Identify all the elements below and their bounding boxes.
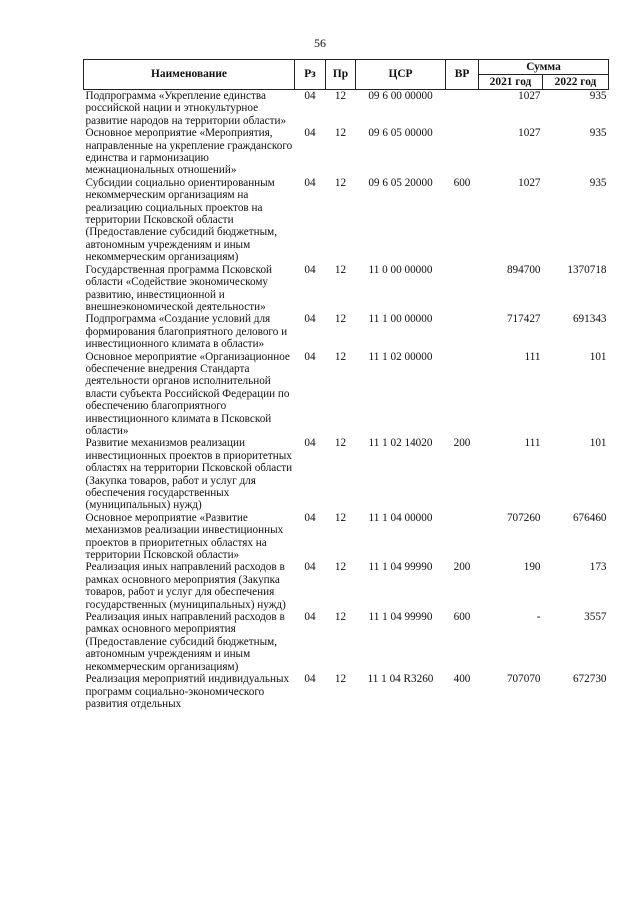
row-sum-2022: 691343 xyxy=(572,313,607,326)
row-sum-2022: 101 xyxy=(589,350,607,363)
row-rz: 04 xyxy=(304,611,316,624)
row-name: Основное мероприятие «Развитие механизмов реализации инвестиционных проектов в приоритетных областях на территории Псковской области» xyxy=(85,511,284,562)
table-row xyxy=(84,313,609,350)
row-csr: 09 6 05 20000 xyxy=(368,176,433,189)
header-pr: Пр xyxy=(326,60,356,90)
row-vr xyxy=(446,313,479,350)
header-csr: ЦСР xyxy=(356,60,446,90)
row-pr: 12 xyxy=(334,176,347,189)
row-sum-2022: 676460 xyxy=(572,511,607,524)
table-row xyxy=(84,673,609,710)
row-sum-2021: 1027 xyxy=(518,90,541,102)
header-rz: Рз xyxy=(295,60,326,90)
row-vr: 200 xyxy=(453,437,471,450)
table-row xyxy=(84,177,609,264)
row-vr xyxy=(446,90,479,128)
row-sum-2021: 707260 xyxy=(506,511,541,524)
row-pr: 12 xyxy=(334,437,347,450)
row-vr: 600 xyxy=(453,176,471,189)
row-sum-2021: 111 xyxy=(524,437,541,450)
header-year-2021: 2021 год xyxy=(479,75,543,90)
row-pr: 12 xyxy=(334,611,347,624)
row-sum-2021: 111 xyxy=(524,350,541,363)
row-sum-2022: 935 xyxy=(589,90,607,102)
table-row xyxy=(84,561,609,611)
row-sum-2021: 1027 xyxy=(518,176,541,189)
row-vr xyxy=(446,351,479,438)
row-rz: 04 xyxy=(304,263,316,276)
row-vr: 600 xyxy=(453,611,471,624)
row-rz: 04 xyxy=(304,127,316,140)
row-pr: 12 xyxy=(334,263,347,276)
row-sum-2022: 935 xyxy=(589,176,607,189)
row-csr: 11 1 02 14020 xyxy=(368,437,433,450)
row-sum-2022: 3557 xyxy=(584,611,607,624)
row-rz: 04 xyxy=(304,561,316,574)
row-sum-2022: 672730 xyxy=(572,673,607,686)
row-pr: 12 xyxy=(334,350,347,363)
row-vr xyxy=(446,264,479,314)
row-rz: 04 xyxy=(304,673,316,686)
row-rz: 04 xyxy=(304,90,316,102)
row-pr: 12 xyxy=(334,313,347,326)
row-sum-2021: 894700 xyxy=(506,263,541,276)
row-name: Основное мероприятие «Мероприятия, направленные на укрепление гражданского единства и гармонизацию межнациональных отношений» xyxy=(85,127,293,177)
page-number: 56 xyxy=(314,36,326,50)
row-pr: 12 xyxy=(334,561,347,574)
row-sum-2021: 190 xyxy=(523,561,541,574)
row-csr: 11 1 00 00000 xyxy=(368,313,433,326)
table-row xyxy=(84,90,609,128)
row-vr xyxy=(446,127,479,177)
row-rz: 04 xyxy=(304,511,316,524)
row-name: Развитие механизмов реализации инвестиционных проектов в приоритетных областях на территории Псковской области (Закупка товаров, работ и услуг для обеспечения государственных (муниципальных) нужд) xyxy=(85,437,293,512)
row-sum-2021: 707070 xyxy=(506,673,541,686)
row-name: Субсидии социально ориентированным некоммерческим организациям на реализацию социальных проектов на территории Псковской области (Предоставление субсидий бюджетным, автономным учреждениям и иным некоммерческим организациям) xyxy=(85,176,278,264)
row-vr: 400 xyxy=(453,673,471,686)
row-name: Государственная программа Псковской области «Содействие экономическому развитию, инвестиционной и внешнеэкономической деятельности» xyxy=(85,263,273,313)
header-name: Наименование xyxy=(84,60,295,90)
row-pr: 12 xyxy=(334,90,347,102)
row-vr: 200 xyxy=(453,561,471,574)
row-csr: 11 1 04 R3260 xyxy=(367,673,434,686)
table-body xyxy=(84,90,609,711)
row-csr: 11 1 04 99990 xyxy=(368,561,433,574)
table-row xyxy=(84,437,609,511)
row-csr: 09 6 00 00000 xyxy=(368,90,433,102)
row-rz: 04 xyxy=(304,437,316,450)
row-vr xyxy=(446,512,479,562)
header-vr: ВР xyxy=(446,60,479,90)
table-row xyxy=(84,351,609,438)
row-name: Подпрограмма «Укрепление единства российской нации и этнокультурное развитие народов на территории области» xyxy=(85,90,287,127)
row-sum-2021: - xyxy=(536,611,541,624)
header-year-2022: 2022 год xyxy=(543,75,609,90)
row-pr: 12 xyxy=(334,673,347,686)
row-name: Основное мероприятие «Организационное обеспечение внедрения Стандарта деятельности органов исполнительной власти субъекта Российской Федерации по обеспечению благоприятного инвестиционного климата в Псковской области» xyxy=(85,350,290,437)
table-row xyxy=(84,264,609,314)
row-csr: 11 1 02 00000 xyxy=(368,350,433,363)
row-pr: 12 xyxy=(334,127,347,140)
row-sum-2021: 717427 xyxy=(506,313,541,326)
row-name: Подпрограмма «Создание условий для формирования благоприятного делового и инвестиционного климата в области» xyxy=(85,313,288,351)
row-csr: 11 1 04 00000 xyxy=(368,511,433,524)
row-rz: 04 xyxy=(304,350,316,363)
row-csr: 11 0 00 00000 xyxy=(368,263,433,276)
row-name: Реализация мероприятий индивидуальных программ социально-экономического развития отдельных xyxy=(85,673,290,710)
table-row xyxy=(84,611,609,673)
row-name: Реализация иных направлений расходов в рамках основного мероприятия (Предоставление субсидий бюджетным, автономным учреждениям и иным некоммерческим организациям) xyxy=(85,611,285,673)
table-row xyxy=(84,127,609,177)
row-rz: 04 xyxy=(304,313,316,326)
header-sum: Сумма xyxy=(479,60,609,75)
row-sum-2022: 1370718 xyxy=(567,263,607,276)
row-rz: 04 xyxy=(304,176,316,189)
budget-table xyxy=(83,59,609,710)
row-csr: 11 1 04 99990 xyxy=(368,611,433,624)
row-pr: 12 xyxy=(334,511,347,524)
row-sum-2022: 935 xyxy=(589,127,607,140)
row-sum-2021: 1027 xyxy=(518,127,541,140)
row-sum-2022: 173 xyxy=(589,561,607,574)
row-name: Реализация иных направлений расходов в рамках основного мероприятия (Закупка товаров, работ и услуг для обеспечения государственных (муниципальных) нужд) xyxy=(85,561,286,611)
table-header xyxy=(84,60,609,90)
row-csr: 09 6 05 00000 xyxy=(368,127,433,140)
row-sum-2022: 101 xyxy=(589,437,607,450)
table-row xyxy=(84,512,609,562)
